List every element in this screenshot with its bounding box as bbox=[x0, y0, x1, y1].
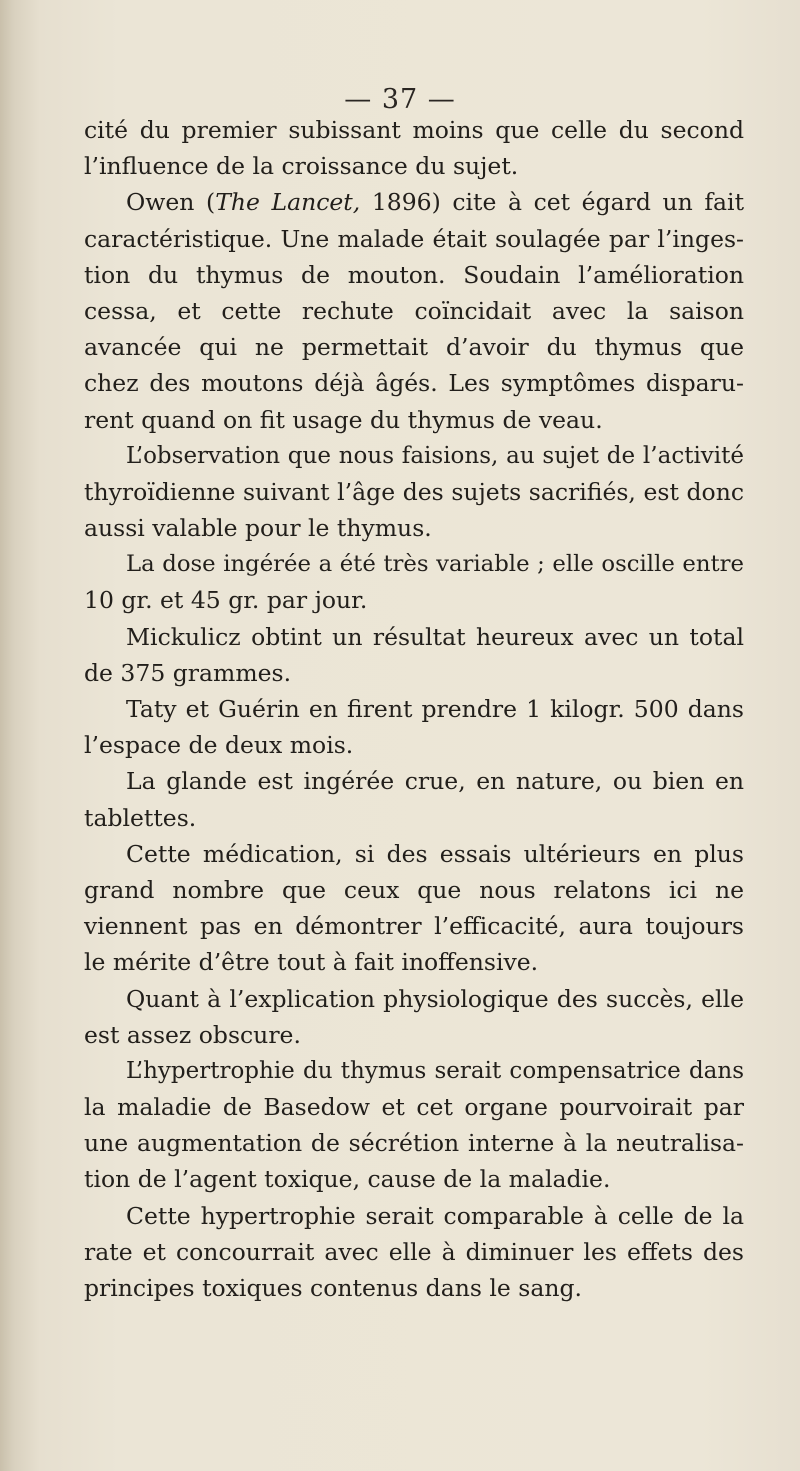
text-line: Cette médication, si des essais ultérieurs en plus bbox=[126, 839, 744, 868]
text-line: tablettes. bbox=[84, 803, 197, 832]
text-line: tion du thymus de mouton. Soudain l’amélioration bbox=[84, 260, 744, 289]
body-text bbox=[84, 112, 744, 1306]
text-line: rent quand on fit usage du thymus de veau. bbox=[84, 405, 603, 434]
text-line: thyroïdienne suivant l’âge des sujets sacrifiés, est donc bbox=[84, 477, 744, 506]
text-line: aussi valable pour le thymus. bbox=[84, 514, 432, 543]
text-line: est assez obscure. bbox=[84, 1020, 301, 1049]
text-line: l’espace de deux mois. bbox=[84, 731, 354, 760]
text-line: cité du premier subissant moins que celle du second bbox=[84, 116, 744, 144]
text-line: le mérite d’être tout à fait inoffensive. bbox=[84, 948, 539, 977]
text-line: L’observation que nous faisions, au sujet de l’activité bbox=[126, 442, 744, 469]
text-line: 10 gr. et 45 gr. par jour. bbox=[84, 586, 368, 615]
text-segment: Owen ( bbox=[126, 188, 216, 217]
text-line: l’influence de la croissance du sujet. bbox=[84, 152, 519, 181]
text-line: Taty et Guérin en firent prendre 1 kilogr. 500 dans bbox=[126, 695, 744, 723]
text-line: La glande est ingérée crue, en nature, ou bien en bbox=[126, 767, 744, 796]
text-line: de 375 grammes. bbox=[84, 658, 292, 687]
text-line: avancée qui ne permettait d’avoir du thymus que bbox=[84, 333, 744, 362]
text-line: la maladie de Basedow et cet organe pourvoirait par bbox=[84, 1093, 744, 1122]
text-line: une augmentation de sécrétion interne à la neutralisa- bbox=[84, 1129, 744, 1158]
journal-title: The Lancet, bbox=[215, 188, 361, 217]
text-line: Quant à l’explication physiologique des succès, elle bbox=[126, 984, 744, 1013]
text-line: caractéristique. Une malade était soulagée par l’inges- bbox=[84, 224, 744, 253]
text-line: cessa, et cette rechute coïncidait avec la saison bbox=[84, 296, 744, 325]
text-line: La dose ingérée a été très variable ; elle oscille entre bbox=[126, 551, 744, 578]
text-line: Cette hypertrophie serait comparable à celle de la bbox=[126, 1201, 744, 1230]
page-number: — 37 — bbox=[344, 84, 456, 115]
text-line: grand nombre que ceux que nous relatons ici ne bbox=[84, 875, 744, 904]
text-line: Mickulicz obtint un résultat heureux avec un total bbox=[126, 622, 744, 651]
text-line: L’hypertrophie du thymus serait compensatrice dans bbox=[126, 1057, 744, 1084]
text-line: rate et concourrait avec elle à diminuer les effets des bbox=[84, 1237, 744, 1266]
text-line: chez des moutons déjà âgés. Les symptômes disparu- bbox=[84, 369, 744, 398]
text-line: tion de l’agent toxique, cause de la maladie. bbox=[84, 1165, 611, 1194]
text-line: principes toxiques contenus dans le sang. bbox=[84, 1274, 582, 1302]
text-segment: 1896) cite à cet égard un fait bbox=[360, 188, 745, 217]
text-line: viennent pas en démontrer l’efficacité, aura toujours bbox=[84, 912, 744, 941]
text-line bbox=[84, 184, 744, 220]
